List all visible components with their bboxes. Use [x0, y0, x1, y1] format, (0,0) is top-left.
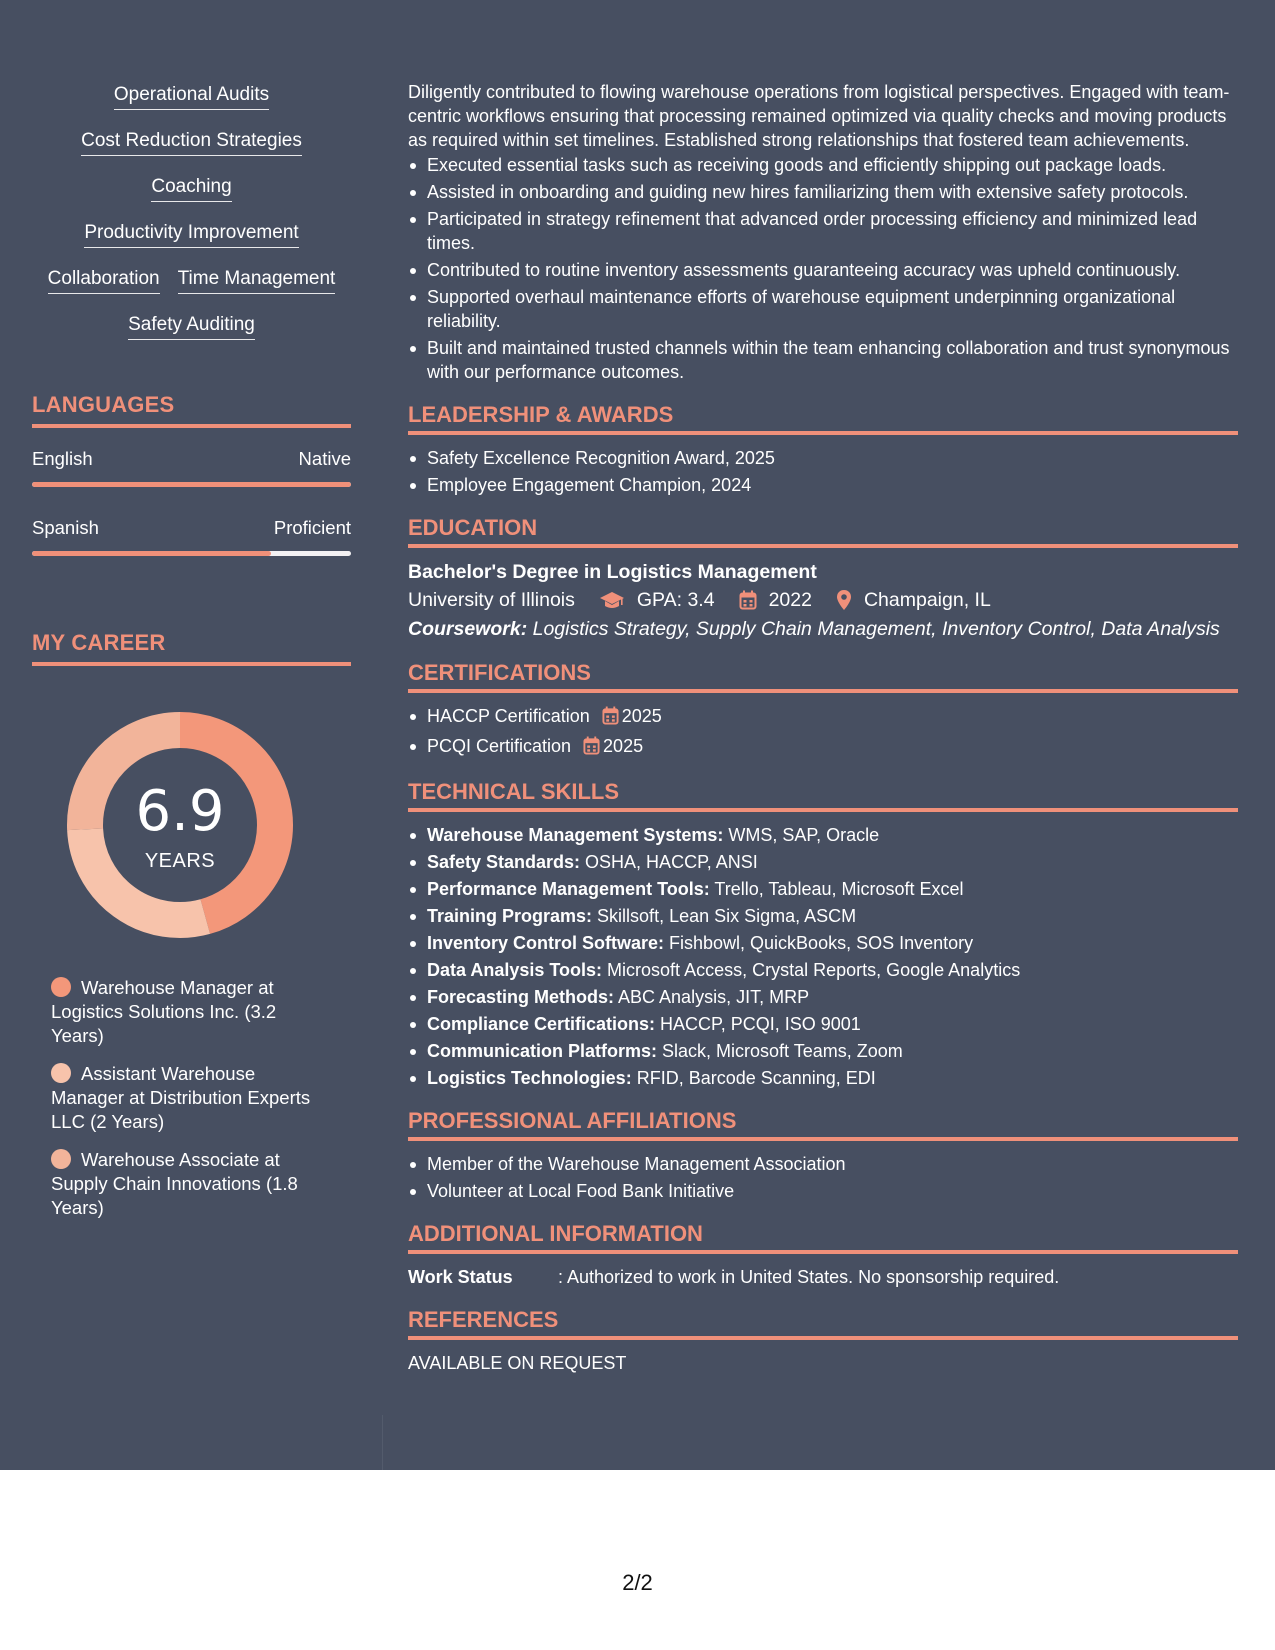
technical-skill-value: Skillsoft, Lean Six Sigma, ASCM — [592, 906, 857, 926]
language-row — [32, 448, 351, 470]
certification-item — [408, 734, 1238, 761]
additional-info-heading: ADDITIONAL INFORMATION — [408, 1221, 1238, 1254]
calendar-icon — [583, 736, 600, 761]
technical-skills-heading: TECHNICAL SKILLS — [408, 779, 1238, 812]
technical-skill-value: ABC Analysis, JIT, MRP — [614, 987, 810, 1007]
work-status-value: : Authorized to work in United States. No sponsorship required. — [558, 1267, 1060, 1287]
language-name: Spanish — [32, 517, 99, 538]
experience-bullet: Built and maintained trusted channels within the team enhancing collaboration and trust synonymous with our performance outcomes. — [408, 336, 1238, 384]
technical-skill-label: Inventory Control Software: — [427, 933, 665, 953]
technical-skill-item — [408, 1066, 1238, 1090]
certification-name: PCQI Certification — [427, 736, 572, 756]
experience-bullet: Assisted in onboarding and guiding new hires familiarizing them with extensive safety protocols. — [408, 180, 1238, 204]
page-number: 2/2 — [622, 1570, 653, 1595]
language-level: Proficient — [273, 517, 351, 538]
school-name: University of Illinois — [408, 589, 575, 611]
affiliations-heading: PROFESSIONAL AFFILIATIONS — [408, 1108, 1238, 1141]
affiliations-list — [408, 1152, 1238, 1203]
technical-skill-item — [408, 823, 1238, 847]
leadership-heading: LEADERSHIP & AWARDS — [408, 402, 1238, 435]
language-bar — [32, 551, 351, 556]
career-role — [51, 1062, 321, 1134]
languages-heading: LANGUAGES — [32, 392, 351, 428]
technical-skill-value: RFID, Barcode Scanning, EDI — [631, 1068, 876, 1088]
language-item — [32, 448, 351, 487]
technical-skill-item — [408, 1039, 1238, 1063]
technical-skill-item — [408, 985, 1238, 1009]
experience-summary: Diligently contributed to flowing warehouse operations from logistical perspectives. Engaged with team-centric workflows ensuring that processing remained optimized via quality checks and moving products as required within set timelines. Established strong relationships that fostered team achievements. — [408, 82, 1230, 150]
main-content — [408, 80, 1238, 1375]
gpa: GPA: 3.4 — [636, 589, 715, 611]
skill-tag: Time Management — [178, 268, 336, 294]
sidebar — [32, 84, 351, 1234]
skill-tag: Safety Auditing — [128, 314, 255, 340]
technical-skill-label: Compliance Certifications: — [427, 1014, 656, 1034]
certification-year: 2025 — [603, 736, 644, 756]
language-row — [32, 517, 351, 539]
technical-skill-value: WMS, SAP, Oracle — [723, 825, 880, 845]
legend-dot — [51, 1063, 71, 1083]
career-role — [51, 976, 321, 1048]
technical-skill-label: Performance Management Tools: — [427, 879, 710, 899]
technical-skills-list — [408, 823, 1238, 1090]
calendar-icon — [602, 706, 619, 731]
skills-row — [32, 84, 351, 110]
certification-item — [408, 704, 1238, 731]
career-donut — [65, 710, 295, 940]
language-bar-fill — [32, 551, 271, 556]
career-roles — [51, 976, 321, 1220]
technical-skill-item — [408, 877, 1238, 901]
graduation-cap-icon — [599, 590, 625, 610]
technical-skill-value: Trello, Tableau, Microsoft Excel — [709, 879, 964, 899]
skill-tag: Collaboration — [48, 268, 160, 294]
certification-name: HACCP Certification — [427, 706, 590, 726]
certifications-heading: CERTIFICATIONS — [408, 660, 1238, 693]
career-unit: YEARS — [144, 850, 216, 872]
legend-dot — [51, 1149, 71, 1169]
language-level: Native — [298, 448, 351, 469]
career-role-text: Warehouse Manager at Logistics Solutions Inc. (3.2 Years) — [51, 977, 277, 1046]
technical-skill-label: Training Programs: — [427, 906, 593, 926]
skills-row — [32, 268, 351, 294]
references-heading: REFERENCES — [408, 1307, 1238, 1340]
column-divider — [382, 1415, 383, 1470]
calendar-icon — [739, 590, 757, 610]
skill-tag: Operational Audits — [114, 84, 269, 110]
skills-list — [32, 84, 351, 340]
technical-skill-item — [408, 1012, 1238, 1036]
technical-skill-value: Slack, Microsoft Teams, Zoom — [657, 1041, 903, 1061]
work-status — [408, 1265, 1238, 1289]
coursework-label: Coursework: — [408, 618, 528, 640]
career-role-text: Assistant Warehouse Manager at Distribution Experts LLC (2 Years) — [51, 1063, 311, 1132]
career-total: 6.9 — [135, 779, 225, 844]
legend-dot — [51, 977, 71, 997]
degree-title: Bachelor's Degree in Logistics Management — [408, 561, 817, 583]
technical-skill-item — [408, 958, 1238, 982]
experience-bullets — [408, 153, 1238, 384]
skill-tag: Productivity Improvement — [84, 222, 298, 248]
career-heading: MY CAREER — [32, 630, 351, 666]
certifications-list — [408, 704, 1238, 761]
language-item — [32, 517, 351, 556]
affiliation-item: Volunteer at Local Food Bank Initiative — [408, 1179, 1238, 1203]
technical-skill-label: Safety Standards: — [427, 852, 581, 872]
technical-skill-label: Forecasting Methods: — [427, 987, 615, 1007]
skills-row — [32, 130, 351, 156]
coursework — [408, 617, 1238, 642]
experience-bullet: Supported overhaul maintenance efforts of warehouse equipment underpinning organizational reliability. — [408, 285, 1238, 333]
award-item: Employee Engagement Champion, 2024 — [408, 473, 1238, 497]
technical-skill-value: OSHA, HACCP, ANSI — [580, 852, 758, 872]
references-text: AVAILABLE ON REQUEST — [408, 1353, 627, 1373]
graduation-year: 2022 — [768, 589, 812, 611]
skills-row — [32, 176, 351, 202]
experience-bullet: Contributed to routine inventory assessments guaranteeing accuracy was upheld continuously. — [408, 258, 1238, 282]
language-bar-fill — [32, 482, 351, 487]
award-item: Safety Excellence Recognition Award, 2025 — [408, 446, 1238, 470]
skills-row — [32, 314, 351, 340]
language-name: English — [32, 448, 93, 469]
affiliation-item: Member of the Warehouse Management Association — [408, 1152, 1238, 1176]
technical-skill-label: Warehouse Management Systems: — [427, 825, 724, 845]
skill-tag: Coaching — [151, 176, 231, 202]
career-role-text: Warehouse Associate at Supply Chain Innovations (1.8 Years) — [51, 1149, 298, 1218]
technical-skill-label: Communication Platforms: — [427, 1041, 658, 1061]
career-role — [51, 1148, 321, 1220]
language-bar — [32, 482, 351, 487]
experience-bullet: Participated in strategy refinement that advanced order processing efficiency and minimized lead times. — [408, 207, 1238, 255]
technical-skill-item — [408, 931, 1238, 955]
technical-skill-value: Fishbowl, QuickBooks, SOS Inventory — [664, 933, 974, 953]
technical-skill-value: Microsoft Access, Crystal Reports, Google Analytics — [602, 960, 1021, 980]
education-heading: EDUCATION — [408, 515, 1238, 548]
technical-skill-item — [408, 904, 1238, 928]
work-status-label: Work Status — [408, 1267, 513, 1287]
technical-skill-label: Logistics Technologies: — [427, 1068, 632, 1088]
certification-year: 2025 — [621, 706, 662, 726]
skill-tag: Cost Reduction Strategies — [81, 130, 302, 156]
technical-skill-value: HACCP, PCQI, ISO 9001 — [655, 1014, 861, 1034]
experience-bullet: Executed essential tasks such as receiving goods and efficiently shipping out package loads. — [408, 153, 1238, 177]
technical-skill-item — [408, 850, 1238, 874]
coursework-list: Logistics Strategy, Supply Chain Management, Inventory Control, Data Analysis — [527, 618, 1220, 640]
school-location: Champaign, IL — [863, 589, 991, 611]
leadership-list — [408, 446, 1238, 497]
location-pin-icon — [836, 589, 852, 611]
technical-skill-label: Data Analysis Tools: — [427, 960, 603, 980]
skills-row — [32, 222, 351, 248]
languages-list — [32, 448, 351, 556]
education-details — [408, 585, 1238, 615]
